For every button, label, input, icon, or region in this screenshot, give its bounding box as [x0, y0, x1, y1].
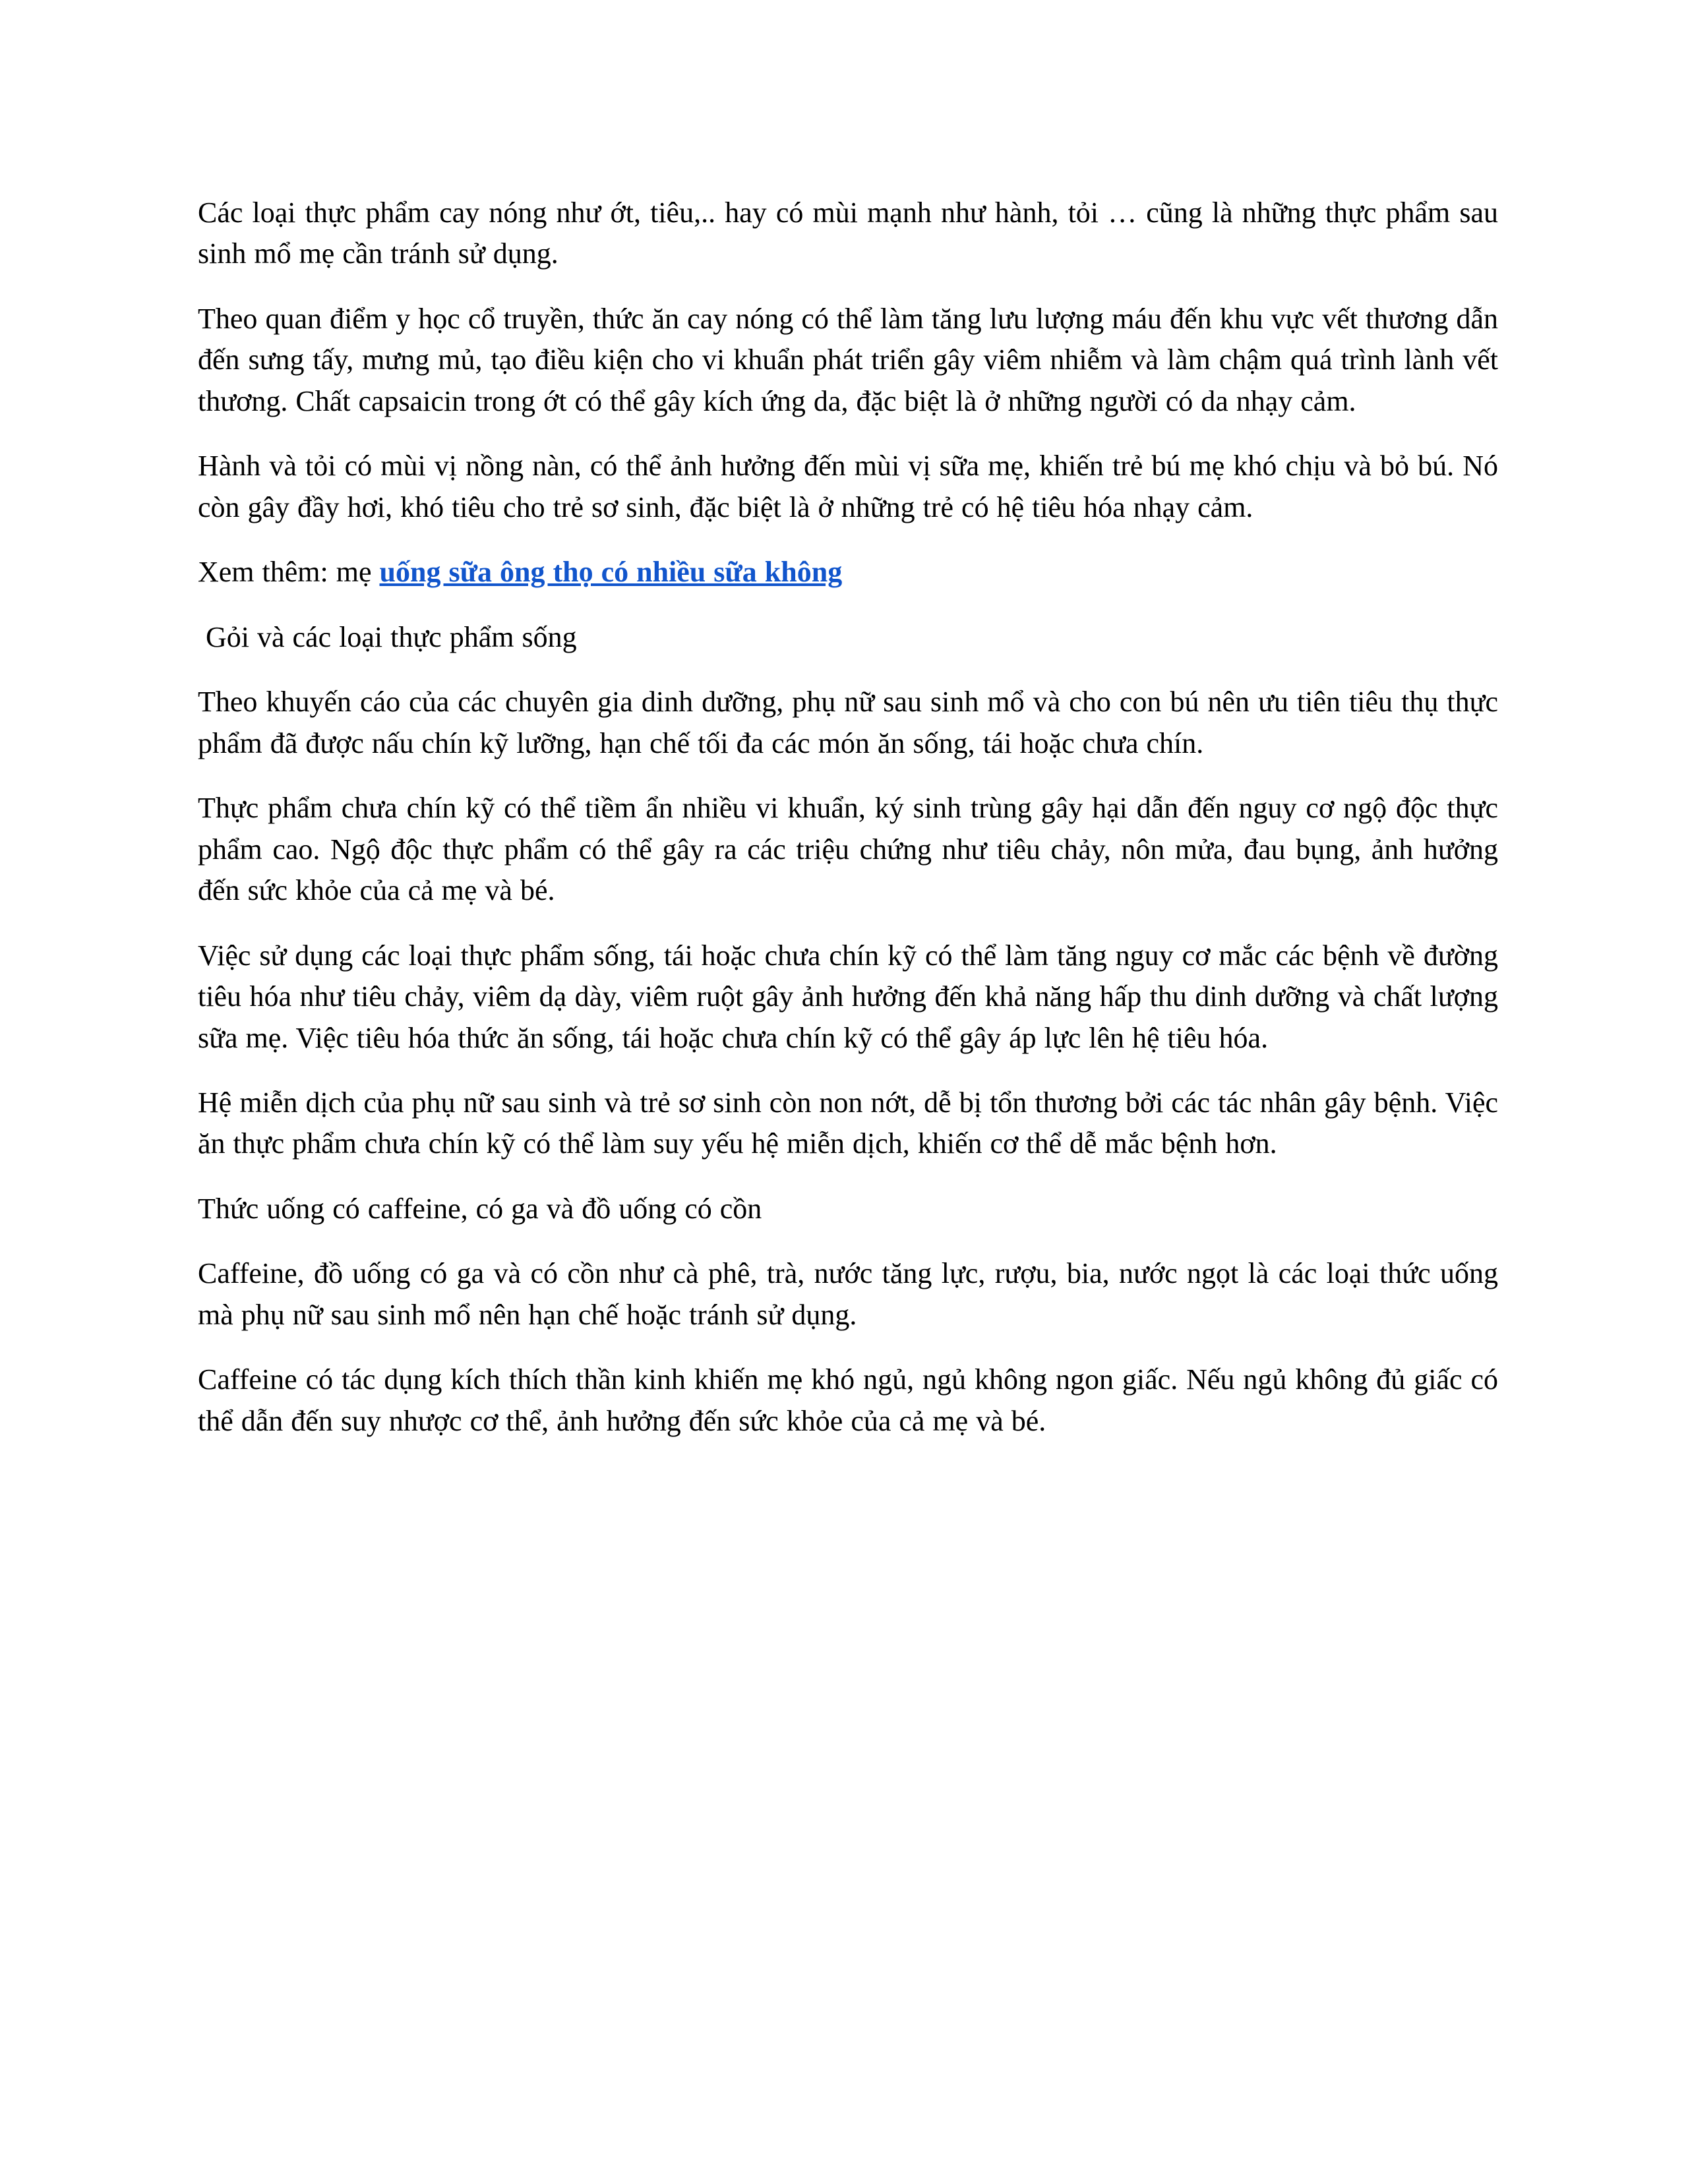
see-more-prefix-text: Xem thêm: mẹ	[198, 556, 380, 589]
paragraph-nutrition-experts: Theo khuyến cáo của các chuyên gia dinh dưỡng, phụ nữ sau sinh mổ và cho con bú nên ưu tiên tiêu thụ thực phẩm đã được nấu chín kỹ lưỡng, hạn chế tối đa các món ăn sống, tái hoặc chưa chín.	[198, 686, 1506, 759]
paragraph-heading-caffeine-drinks: Thức uống có caffeine, có ga và đồ uống có cồn	[198, 1192, 762, 1225]
paragraph-spicy-foods: Các loại thực phẩm cay nóng như ớt, tiêu,.. hay có mùi mạnh như hành, tỏi … cũng là những thực phẩm sau sinh mổ mẹ cần tránh sử dụng.	[198, 196, 1506, 270]
paragraph-caffeine-effects: Caffeine có tác dụng kích thích thần kinh khiến mẹ khó ngủ, ngủ không ngon giấc. Nếu ngủ không đủ giấc có thể dẫn đến suy nhược cơ thể, ảnh hưởng đến sức khỏe của cả mẹ và bé.	[198, 1363, 1506, 1437]
paragraph-see-more	[198, 552, 1498, 593]
paragraph-traditional-medicine: Theo quan điểm y học cổ truyền, thức ăn cay nóng có thể làm tăng lưu lượng máu đến khu vực vết thương dẫn đến sưng tấy, mưng mủ, tạo điều kiện cho vi khuẩn phát triển gây viêm nhiễm và làm chậm quá trình lành vết thương. Chất capsaicin trong ớt có thể gây kích ứng da, đặc biệt là ở những người có da nhạy cảm.	[198, 302, 1506, 417]
paragraph-undercooked-risks: Thực phẩm chưa chín kỹ có thể tiềm ẩn nhiều vi khuẩn, ký sinh trùng gây hại dẫn đến nguy cơ ngộ độc thực phẩm cao. Ngộ độc thực phẩm có thể gây ra các triệu chứng như tiêu chảy, nôn mửa, đau bụng, ảnh hưởng đến sức khỏe của cả mẹ và bé.	[198, 792, 1506, 907]
paragraph-immune-system: Hệ miễn dịch của phụ nữ sau sinh và trẻ sơ sinh còn non nớt, dễ bị tổn thương bởi các tác nhân gây bệnh. Việc ăn thực phẩm chưa chín kỹ có thể làm suy yếu hệ miễn dịch, khiến cơ thể dễ mắc bệnh hơn.	[198, 1086, 1506, 1160]
paragraph-heading-raw-foods: Gỏi và các loại thực phẩm sống	[198, 620, 577, 653]
hyperlink-uong-sua-ong-tho[interactable]: uống sữa ông thọ có nhiều sữa không	[379, 556, 843, 589]
paragraph-caffeine-list: Caffeine, đồ uống có ga và có cồn như cà phê, trà, nước tăng lực, rượu, bia, nước ngọt là các loại thức uống mà phụ nữ sau sinh mổ nên hạn chế hoặc tránh sử dụng.	[198, 1257, 1506, 1331]
paragraph-onion-garlic: Hành và tỏi có mùi vị nồng nàn, có thể ảnh hưởng đến mùi vị sữa mẹ, khiến trẻ bú mẹ khó chịu và bỏ bú. Nó còn gây đầy hơi, khó tiêu cho trẻ sơ sinh, đặc biệt là ở những trẻ có hệ tiêu hóa nhạy cảm.	[198, 450, 1506, 523]
paragraph-digestive-diseases: Việc sử dụng các loại thực phẩm sống, tái hoặc chưa chín kỹ có thể làm tăng nguy cơ mắc các bệnh về đường tiêu hóa như tiêu chảy, viêm dạ dày, viêm ruột gây ảnh hưởng đến khả năng hấp thu dinh dưỡng và chất lượng sữa mẹ. Việc tiêu hóa thức ăn sống, tái hoặc chưa chín kỹ có thể gây áp lực lên hệ tiêu hóa.	[198, 939, 1506, 1054]
